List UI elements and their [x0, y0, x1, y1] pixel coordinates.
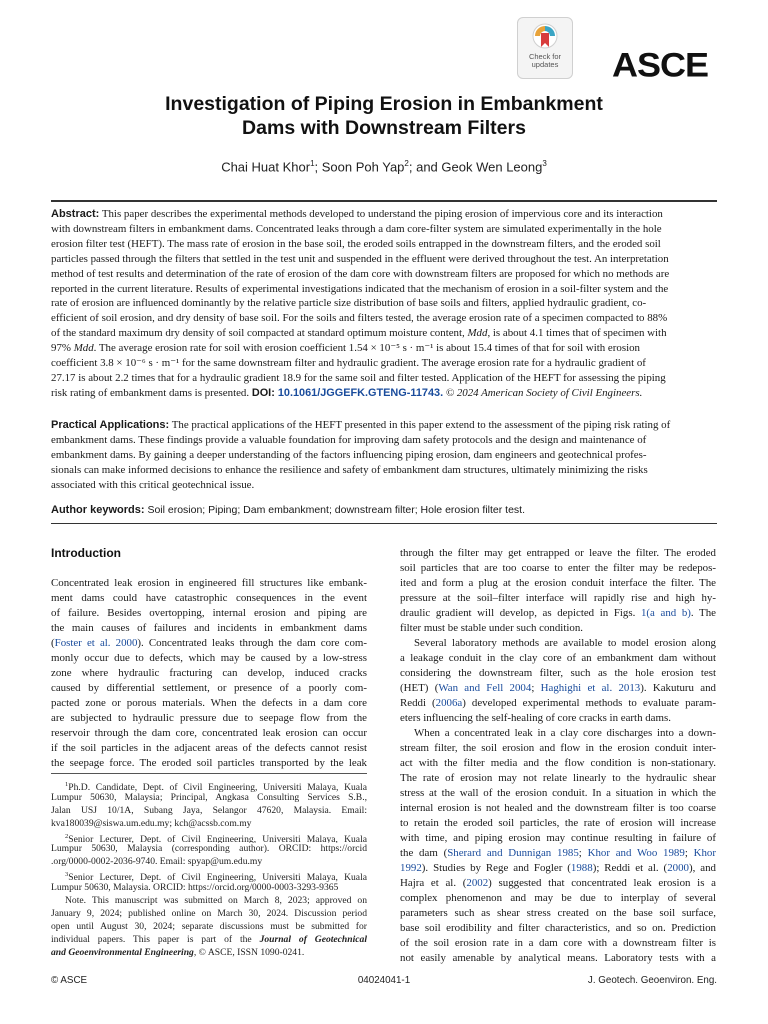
body-line: ). Studies by Rege and Fogler (	[421, 862, 571, 874]
abstract	[51, 207, 717, 401]
body-line: The rate of erosion may not relate linearly to the hydraulic shear	[400, 772, 716, 784]
keywords-label: Author keywords:	[51, 504, 145, 516]
title-line-1: Investigation of Piping Erosion in Embankment	[165, 93, 603, 115]
body-line: act with the filter media and the flow condition is non-stationary.	[400, 757, 716, 769]
author-2: Soon Poh Yap	[321, 159, 405, 175]
author-sep: ;	[314, 159, 322, 175]
body-line: filter must be stable under such condition.	[400, 622, 583, 634]
paper-title	[40, 92, 728, 140]
body-line: a leakage conduit in the clay core of an embankment dam without	[400, 652, 716, 664]
body-line: ;	[531, 682, 541, 694]
abstract-term-mdd: Mdd	[73, 342, 94, 355]
copyright: © 2024 American Society of Civil Engineers.	[443, 386, 643, 399]
abstract-line: particles passed through the filters that settled in the test unit and suspended in the effluent were derived throughout the test. An interpretation	[51, 252, 669, 265]
body-line: When a concentrated leak in a clay core discharges into a down-	[414, 727, 716, 739]
body-line: Hajra et al. (	[400, 877, 467, 889]
body-line: ). Concentrated leaks through the dam core com-	[137, 637, 367, 649]
practical-line: embankment dams. By gaining a deeper understanding of the factors influencing piping erosion, dam engineers and geotechnical profes-	[51, 448, 647, 461]
citation-link[interactable]: Haghighi et al. 2013	[540, 682, 641, 694]
body-line: monly occur due to defects, which may be caused by a low-stress	[51, 652, 367, 664]
citation-link[interactable]: 2002	[466, 877, 489, 889]
right-column	[400, 546, 716, 966]
abstract-label: Abstract:	[51, 208, 100, 220]
citation-link[interactable]: 1992	[400, 862, 422, 874]
body-line: if the soil particles in the adjacent areas of the defects cannot resist	[51, 742, 367, 754]
citation-link[interactable]: Khor	[693, 847, 716, 859]
body-line: internal erosion is not healed and the downstream filter is too coarse	[400, 802, 716, 814]
journal-name: and Geoenvironmental Engineering	[51, 946, 194, 958]
body-line: ;	[684, 847, 694, 859]
body-line: ), and	[688, 862, 716, 874]
author-1-affil: 1	[310, 159, 315, 168]
body-line: caused by differential settlement, or presence of a poorly com-	[51, 682, 367, 694]
author-3: Geok Wen Leong	[441, 159, 543, 175]
doi-label: DOI:	[251, 386, 278, 399]
abstract-line: , is about 4.1 times that of specimen with	[487, 327, 667, 340]
author-keywords	[51, 503, 717, 518]
body-line: ited and form a plug at the erosion conduit interface the filter. The	[400, 577, 716, 589]
abstract-line: method of test results and determination of the rate of erosion of the dam core with downstream filters are proposed for which no methods are	[51, 267, 670, 280]
practical-line: The practical applications of the HEFT presented in this paper extend to the assessment of the piping risk rating of	[171, 419, 671, 431]
body-line: Several laboratory methods are available to model erosion along	[414, 637, 716, 649]
footnote-line: Lumpur 50630, Malaysia (corresponding author). ORCID: https://orcid	[51, 843, 367, 855]
keywords-text: Soil erosion; Piping; Dam embankment; downstream filter; Hole erosion filter test.	[147, 504, 526, 516]
footnote-line: Jalan USJ 10/1A, Subang Jaya, Selangor 47620, Malaysia. Email:	[51, 804, 367, 816]
body-line: eters influencing the self-healing of core cracks in earth dams.	[400, 712, 671, 724]
practical-label: Practical Applications:	[51, 419, 170, 431]
body-line: stream filter, the soil erosion and flow in the erosion conduit inter-	[400, 742, 716, 754]
citation-link[interactable]: 2006a	[435, 697, 463, 709]
footnote-marker: 2	[65, 832, 69, 840]
citation-link[interactable]: 2000	[667, 862, 689, 874]
body-line: soil particles that are too coarse to enter the filter may be redepos-	[400, 562, 716, 574]
journal-name: Journal of Geotechnical	[259, 933, 367, 945]
body-line: reservoir through the dam core, concentrated leak erosion can occur	[51, 727, 367, 739]
abstract-line: risk rating of embankment dams is presented.	[51, 386, 252, 399]
footnote-line: Senior Lecturer, Dept. of Civil Engineering, Universiti Malaya, Kuala	[68, 833, 367, 844]
body-line: zone where hydraulic fracturing can develop, induced cracks	[51, 667, 367, 679]
body-line: (	[51, 637, 55, 649]
body-line: ;	[578, 847, 588, 859]
abstract-line: efficient of soil erosion, and dry density of base soil. For the soils and filters tested, the average erosion rate of a specimen compacted to 88%	[51, 312, 668, 325]
section-heading-introduction: Introduction	[51, 546, 121, 560]
author-3-affil: 3	[542, 159, 547, 168]
body-line: through the filter may get entrapped or leave the filter. The eroded	[400, 547, 716, 559]
note-line: open until August 30, 2024; separate discussions must be submitted for	[51, 920, 367, 932]
body-line: ). Kakuturu and	[640, 682, 716, 694]
note-line: January 9, 2024; published online on March 30, 2024. Discussion period	[51, 907, 367, 919]
abstract-line: 27.17 is about 2.2 times that for a hydraulic gradient 18.9 for the same soil and filter tested. Application of the HEFT for assessing the piping	[51, 371, 666, 384]
bottom-rule	[51, 523, 717, 524]
page-footer	[51, 975, 717, 989]
body-line: ) suggested that concentrated leak erosion is a	[488, 877, 716, 889]
abstract-line: This paper describes the experimental methods developed to understand the piping erosion of impervious core and its interaction	[101, 208, 663, 220]
top-rule	[51, 200, 717, 202]
body-line: . The	[690, 607, 716, 619]
footnote-marker: 3	[65, 871, 69, 879]
citation-link[interactable]: Sherard and Dunnigan 1985	[447, 847, 579, 859]
body-line: stress at the wall of the erosion conduit. In a situation in which the	[400, 787, 716, 799]
citation-link[interactable]: Khor and Woo 1989	[587, 847, 685, 859]
left-column	[51, 576, 367, 771]
footnote-line: Ph.D. Candidate, Dept. of Civil Engineering, Universiti Malaya, Kuala	[68, 782, 367, 792]
author-list	[40, 159, 728, 174]
body-line: ment dams could have catastrophic consequences in the event	[51, 592, 367, 604]
abstract-line: of the standard maximum dry density of soil compacted at standard optimum moisture content,	[51, 327, 468, 340]
body-line: base soil erodibility and filter characteristics, and so on. Prediction	[400, 922, 716, 934]
note-line: , © ASCE, ISSN 1090-0241.	[193, 946, 305, 958]
abstract-line: reported in the current literature. Results of experimental investigations indicated that the mechanism of erosion in a soil-filter system and the	[51, 282, 669, 295]
abstract-line: erosion filter test (HEFT). The mass rate of erosion in the base soil, the eroded soils entrapped in the downstream filters, and the eroded soil	[51, 237, 661, 250]
body-line: the dam (	[400, 847, 448, 859]
practical-line: sionals can make informed decisions to enhance the resilience and safety of embankment dam structures, ultimately minimizing the risks	[51, 463, 648, 476]
footnote-line: kva180039@siswa.um.edu.my; kch@acssb.com.my	[51, 817, 252, 829]
abstract-line: 97%	[51, 342, 74, 355]
check-for-updates-icon	[532, 23, 558, 53]
practical-line: embankment dams. These findings provide a valuable foundation for improving dam safety protocols and the design and maintenance of	[51, 433, 647, 446]
practical-line: associated with this critical geotechnical issue.	[51, 478, 255, 491]
author-2-affil: 2	[404, 159, 409, 168]
citation-link[interactable]: Foster et al. 2000	[54, 637, 138, 649]
abstract-line: coefficient 3.8 × 10⁻⁶ s · m⁻¹ for the same downstream filter and hydraulic gradient. The average erosion rate for a hydraulic gradient of	[51, 357, 646, 370]
citation-link[interactable]: 1988	[570, 862, 593, 874]
footer-article-number: 04024041-1	[357, 975, 411, 986]
doi-link[interactable]: 10.1061/JGGEFK.GTENG-11743.	[277, 386, 444, 399]
footnote-rule	[51, 773, 367, 774]
citation-link[interactable]: Wan and Fell 2004	[438, 682, 532, 694]
body-line: to retain the eroded soil particles, the rate of erosion will increase	[400, 817, 716, 829]
abstract-line: with downstream filters in embankment dams. Concentrated leaks through a dam core-filter system are simulated experimentally in the hole	[51, 222, 662, 235]
body-line: complex phenomenon and may be due to interplay of several	[400, 892, 716, 904]
body-line: of failure. Besides overtopping, internal erosion and piping are	[51, 607, 367, 619]
check-for-updates-badge[interactable]	[517, 17, 573, 79]
body-line: of the soil erosion rate in a dam core with a downstream filter is	[400, 937, 716, 949]
abstract-line: . The average erosion rate for soil with erosion coefficient 1.54 × 10⁻⁵ s · m⁻¹ is about 15.4 times of that for soil with erosion	[93, 342, 640, 355]
abstract-line: rate of erosion are influenced dominantly by the relative particle size distribution of base soils and filters, applied hydraulic gradient, co-	[51, 297, 647, 310]
publisher-logo: ASCE	[612, 45, 709, 84]
footnote-line: Lumpur 50630, Malaysia. ORCID: https://orcid.org/0000-0003-3293-9365	[51, 882, 339, 894]
body-line: the seepage force. The eroded soil particles transported by the leak	[51, 757, 367, 769]
body-line: not easily amenable by analytical means. Laboratory tests with a	[400, 952, 716, 964]
body-line: parameters such as shear stress created on the base soil surface,	[400, 907, 716, 919]
body-line: Reddi (	[400, 697, 436, 709]
body-line: (HET) (	[400, 682, 439, 694]
body-line: pacted zone or porous materials. When the defects in a dam core	[51, 697, 367, 709]
footnote-line: Lumpur 50630, Malaysia; Principal, Angkasa Consulting Services S.B.,	[51, 791, 367, 803]
body-line: draulic gradient will develop, as depicted in Figs.	[400, 607, 641, 619]
body-line: ) developed experimental methods to evaluate param-	[462, 697, 716, 709]
footer-publisher: © ASCE	[51, 975, 88, 986]
body-line: are subjected to hydraulic pressure due to seepage flow from the	[51, 712, 367, 724]
footnote-marker: 1	[65, 781, 69, 788]
abstract-term-mdd: Mdd	[467, 327, 488, 340]
body-line: with time, and piping erosion may continue resulting in failure of	[400, 832, 716, 844]
footnote-line: .org/0000-0002-2036-9740. Email: spyap@um.edu.my	[51, 856, 263, 868]
note-line: individual papers. This paper is part of the	[51, 933, 260, 945]
practical-applications	[51, 418, 717, 493]
note-line: Note. This manuscript was submitted on March 8, 2023; approved on	[65, 895, 367, 907]
badge-line-2: updates	[531, 60, 559, 69]
figure-link[interactable]: 1(a and b)	[640, 607, 691, 619]
author-1: Chai Huat Khor	[221, 159, 311, 175]
footnotes	[51, 779, 367, 959]
body-line: Concentrated leak erosion in engineered fill structures like embank-	[51, 577, 367, 589]
footer-journal: J. Geotech. Geoenviron. Eng.	[587, 975, 717, 986]
body-line: ); Reddi et al. (	[592, 862, 668, 874]
footnote-line: Senior Lecturer, Dept. of Civil Engineering, Universiti Malaya, Kuala	[68, 872, 367, 883]
body-line: considering the downstream filter, such as the hole erosion test	[400, 667, 716, 679]
body-line: the main causes of failures and incidents in embankment dams	[51, 622, 367, 634]
title-line-2: Dams with Downstream Filters	[242, 117, 526, 139]
badge-line-1: Check for	[528, 52, 562, 61]
author-sep: ; and	[408, 159, 442, 175]
body-line: pressure at the soil–filter interface will rapidly rise and high hy-	[400, 592, 716, 604]
